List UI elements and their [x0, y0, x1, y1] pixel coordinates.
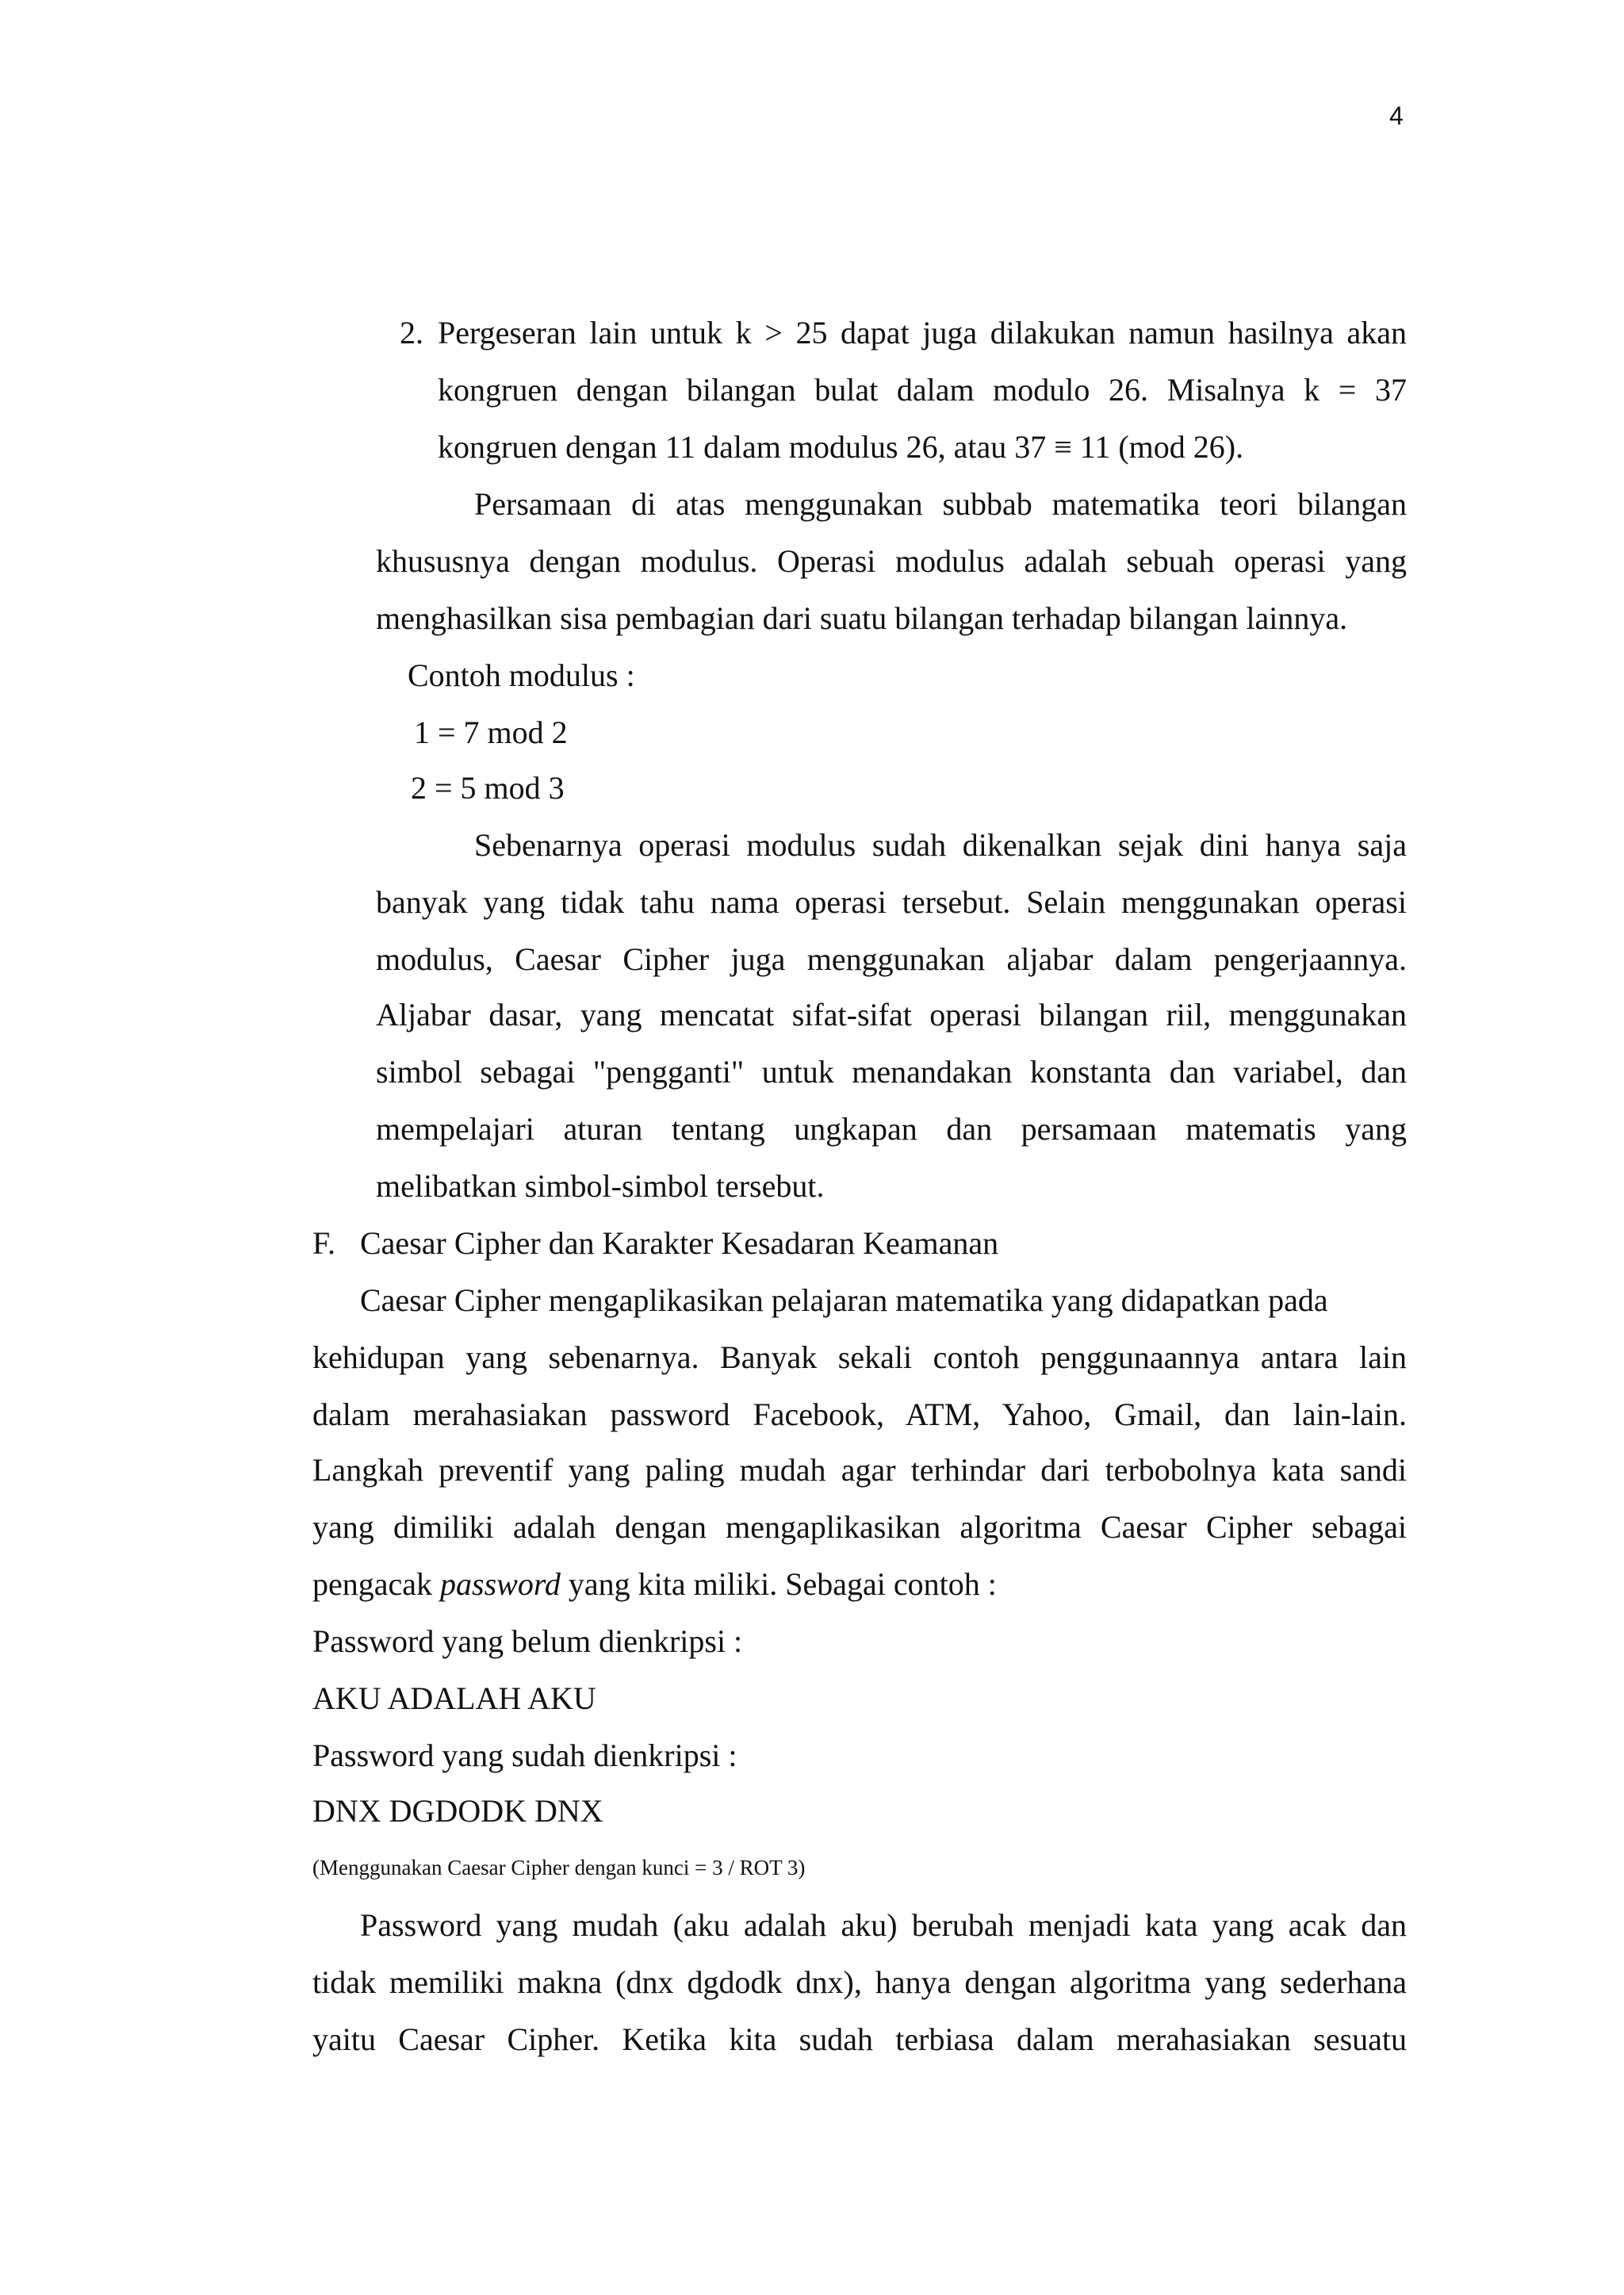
- list-item-line: kongruen dengan bilangan bulat dalam modulo 26. Misalnya k = 37: [438, 372, 1407, 408]
- paragraph-line: Caesar Cipher mengaplikasikan pelajaran matematika yang didapatkan pada: [360, 1282, 1328, 1318]
- paragraph-line: menghasilkan sisa pembagian dari suatu bilangan terhadap bilangan lainnya.: [376, 600, 1348, 636]
- paragraph-line: kehidupan yang sebenarnya. Banyak sekali contoh penggunaannya antara lain: [312, 1339, 1407, 1375]
- paragraph-line: Aljabar dasar, yang mencatat sifat-sifat operasi bilangan riil, menggunakan: [376, 997, 1407, 1033]
- paragraph-line: mempelajari aturan tentang ungkapan dan persamaan matematis yang: [376, 1111, 1407, 1147]
- paragraph-line: modulus, Caesar Cipher juga menggunakan aljabar dalam pengerjaannya.: [376, 941, 1407, 977]
- section-letter: F.: [312, 1225, 336, 1261]
- modulus-example-item: 1 = 7 mod 2: [414, 715, 568, 750]
- paragraph-line: Password yang mudah (aku adalah aku) berubah menjadi kata yang acak dan: [360, 1907, 1407, 1943]
- paragraph-line: khususnya dengan modulus. Operasi modulus adalah sebuah operasi yang: [376, 543, 1407, 579]
- paragraph-line: dalam merahasiakan password Facebook, ATM, Yahoo, Gmail, dan lain-lain.: [312, 1397, 1407, 1432]
- list-item-line: Pergeseran lain untuk k > 25 dapat juga dilakukan namun hasilnya akan: [438, 315, 1407, 351]
- paragraph-line: Sebenarnya operasi modulus sudah dikenalkan sejak dini hanya saja: [474, 827, 1407, 863]
- list-marker: 2.: [400, 315, 423, 351]
- section-heading: Caesar Cipher dan Karakter Kesadaran Keamanan: [360, 1225, 999, 1261]
- modulus-example-item: 2 = 5 mod 3: [411, 770, 565, 806]
- paragraph-line: tidak memiliki makna (dnx dgdodk dnx), hanya dengan algoritma yang sederhana: [312, 1964, 1407, 2000]
- example-ciphertext: DNX DGDODK DNX: [312, 1793, 603, 1829]
- page-number: 4: [1389, 102, 1404, 130]
- list-item-line: kongruen dengan 11 dalam modulus 26, atau 37 ≡ 11 (mod 26).: [438, 429, 1244, 465]
- paragraph-line: simbol sebagai "pengganti" untuk menandakan konstanta dan variabel, dan: [376, 1054, 1407, 1090]
- paragraph-text: pengacak: [312, 1566, 433, 1602]
- paragraph-line: melibatkan simbol-simbol tersebut.: [376, 1168, 825, 1204]
- paragraph-line: banyak yang tidak tahu nama operasi tersebut. Selain menggunakan operasi: [376, 884, 1407, 920]
- example-label-before: Password yang belum dienkripsi :: [312, 1623, 743, 1659]
- example-note: (Menggunakan Caesar Cipher dengan kunci = 3 / ROT 3): [312, 1856, 806, 1879]
- paragraph-line: Langkah preventif yang paling mudah agar terhindar dari terbobolnya kata sandi: [312, 1452, 1407, 1488]
- example-label-after: Password yang sudah dienkripsi :: [312, 1738, 737, 1773]
- modulus-example-label: Contoh modulus :: [408, 657, 635, 693]
- paragraph-line: Persamaan di atas menggunakan subbab matematika teori bilangan: [474, 486, 1407, 522]
- paragraph-text: yang kita miliki. Sebagai contoh :: [568, 1566, 997, 1602]
- paragraph-line: [312, 1565, 997, 1603]
- example-plaintext: AKU ADALAH AKU: [312, 1680, 596, 1716]
- paragraph-line: yaitu Caesar Cipher. Ketika kita sudah terbiasa dalam merahasiakan sesuatu: [312, 2021, 1407, 2057]
- italic-term: password: [440, 1566, 561, 1602]
- paragraph-line: yang dimiliki adalah dengan mengaplikasikan algoritma Caesar Cipher sebagai: [312, 1509, 1407, 1545]
